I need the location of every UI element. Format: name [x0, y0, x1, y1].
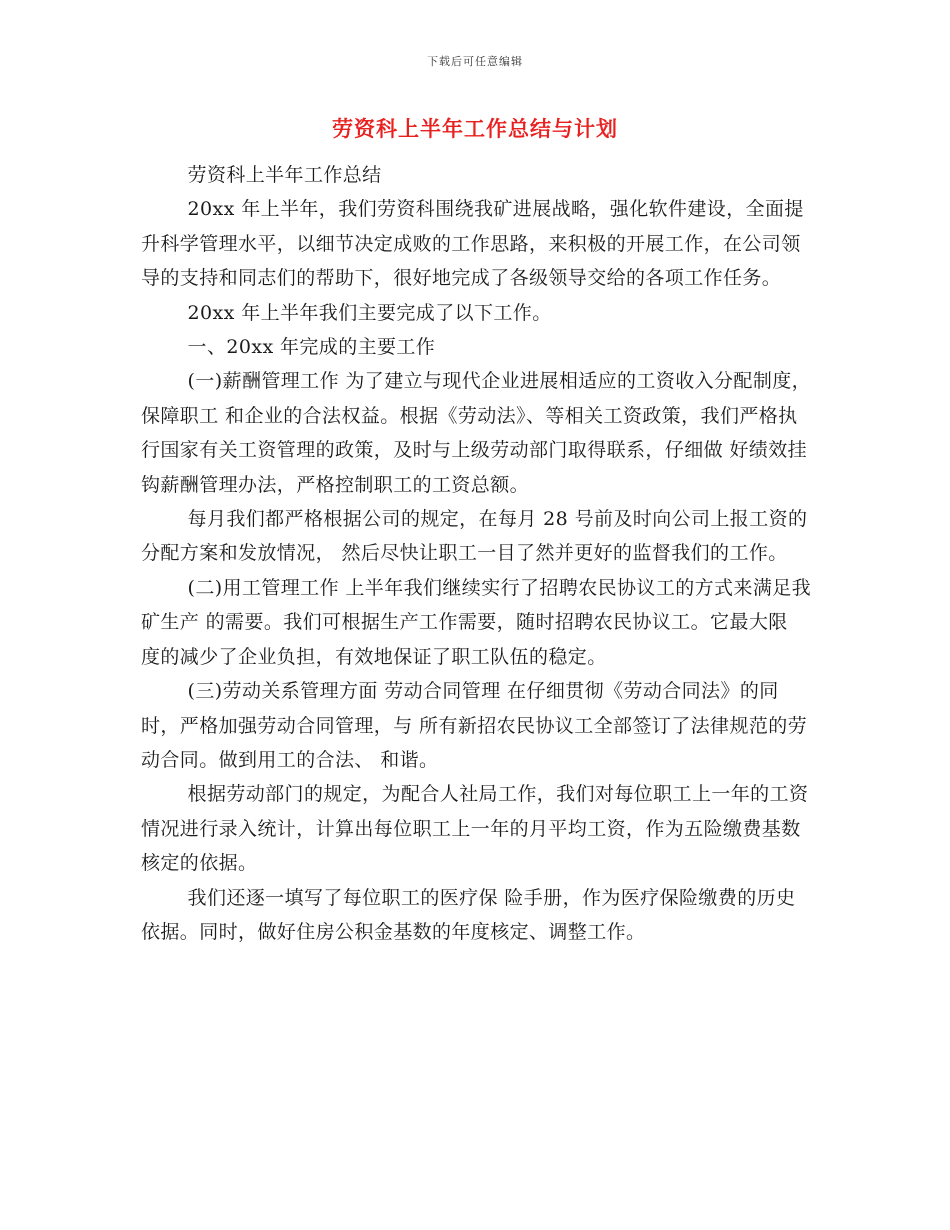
paragraph-wage-statistics: 根据劳动部门的规定，为配合人社局工作，我们对每位职工上一年的工资情况进行录入统计，计算出每位职工上一年的月平均工资，作为五险缴费基数核定的依据。 [141, 783, 809, 875]
paragraph-salary-management: (一)薪酬管理工作 为了建立与现代企业进展相适应的工资收入分配制度， 保障职工 和企业的合法权益。根据《劳动法》、等相关工资政策，我们严格执 行国家有关工资管理的政策，及时与上级劳动部门取得联系，仔细做 好绩效挂钩薪酬管理办法，严格控制职工的工资总额。 [141, 370, 812, 496]
paragraph-employment-management: (二)用工管理工作 上半年我们继续实行了招聘农民协议工的方式来满足我矿生产 的需要。我们可根据生产工作需要，随时招聘农民协议工。它最大限 度的减少了企业负担，有效地保证了职工队伍的稳定。 [141, 576, 812, 668]
document-title: 劳资科上半年工作总结与计划 [332, 116, 618, 141]
document-body [141, 158, 813, 949]
paragraph-summary-lead: 20xx 年上半年我们主要完成了以下工作。 [187, 301, 552, 324]
paragraph-labor-relations: (三)劳动关系管理方面 劳动合同管理 在仔细贯彻《劳动合同法》的同时，严格加强劳动合同管理，与 所有新招农民协议工全部签订了法律规范的劳动合同。做到用工的合法、 和谐。 [141, 680, 808, 771]
section-heading-main-work: 一、20xx 年完成的主要工作 [187, 336, 436, 359]
paragraph-subtitle: 劳资科上半年工作总结 [187, 164, 382, 186]
paragraph-monthly-report: 每月我们都严格根据公司的规定，在每月 28 号前及时向公司上报工资的分配方案和发放情况， 然后尽快让职工一目了然并更好的监督我们的工作。 [141, 508, 808, 565]
paragraph-medical-insurance: 我们还逐一填写了每位职工的医疗保 险手册，作为医疗保险缴费的历史依据。同时，做好住房公积金基数的年度核定、调整工作。 [141, 886, 796, 943]
header-note: 下载后可任意编辑 [427, 55, 523, 68]
paragraph-intro: 20xx 年上半年，我们劳资科围绕我矿进展战略，强化软件建设，全面提升科学管理水平，以细节决定成败的工作思路，来积极的开展工作，在公司领导的支持和同志们的帮助下，很好地完成了各级领导交给的各项工作任务。 [141, 198, 804, 290]
